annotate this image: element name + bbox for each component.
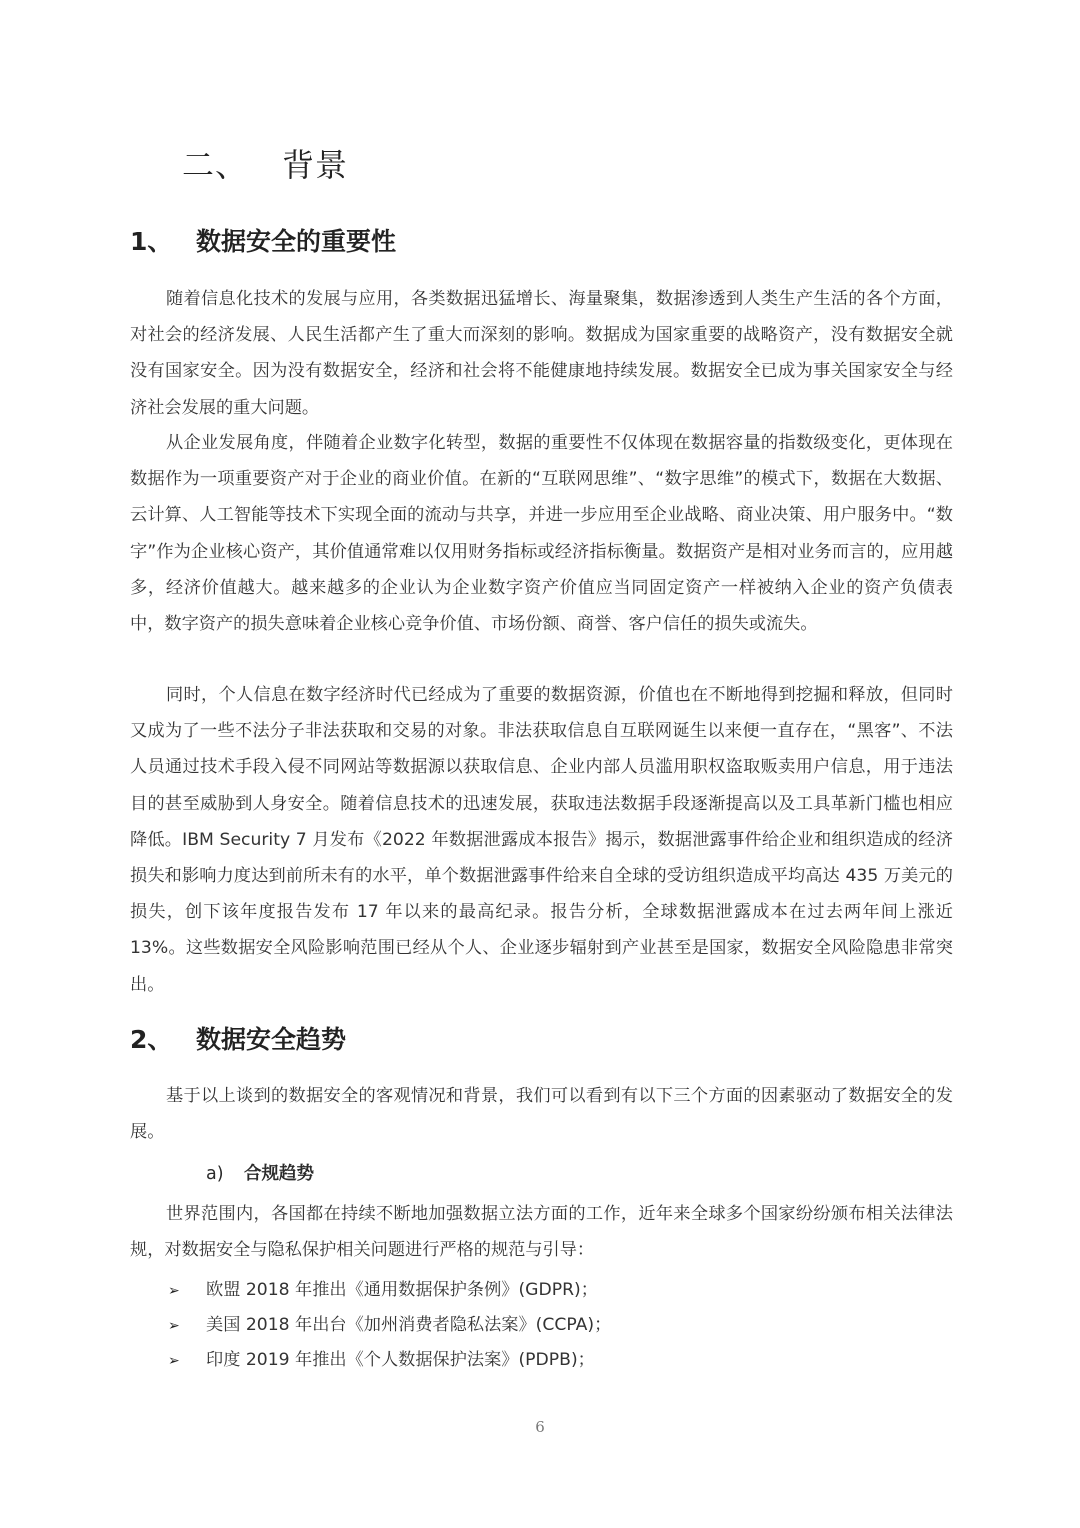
subsection-heading [206, 1160, 314, 1185]
paragraph: 从企业发展角度，伴随着企业数字化转型，数据的重要性不仅体现在数据容量的指数级变化，更体现在数据作为一项重要资产对于企业的商业价值。在新的“互联网思维”、“数字思维”的模式下，数据在大数据、云计算、人工智能等技术下实现全面的流动与共享，并进一步应用至企业战略、商业决策、用户服务中。“数字”作为企业核心资产，其价值通常难以仅用财务指标或经济指标衡量。数据资产是相对业务而言的，应用越多，经济价值越大。越来越多的企业认为企业数字资产价值应当同固定资产一样被纳入企业的资产负债表中，数字资产的损失意味着企业核心竞争价值、市场份额、商誉、客户信任的损失或流失。 [130, 433, 953, 635]
page-number: 6 [535, 1418, 545, 1436]
subsection-letter: a) [206, 1164, 224, 1184]
paragraph: 同时，个人信息在数字经济时代已经成为了重要的数据资源，价值也在不断地得到挖掘和释放，但同时又成为了一些不法分子非法获取和交易的对象。非法获取信息自互联网诞生以来便一直存在，“黑客”、不法人员通过技术手段入侵不同网站等数据源以获取信息、企业内部人员滥用职权盗取贩卖用户信息，用于违法目的甚至威胁到人身安全。随着信息技术的迅速发展，获取违法数据手段逐渐提高以及工具革新门槛也相应降低。IBM Security 7 月发布《2022 年数据泄露成本报告》揭示，数据泄露事件给企业和组织造成的经济损失和影响力度达到前所未有的水平，单个数据泄露事件给来自全球的受访组织造成平均高达 435 万美元的损失，创下该年度报告发布 17 年以来的最高纪录。报告分析，全球数据泄露成本在过去两年间上涨近 13%。这些数据安全风险影响范围已经从个人、企业逐步辐射到产业甚至是国家，数据安全风险隐患非常突出。 [130, 685, 953, 995]
bullet-text: 欧盟 2018 年推出《通用数据保护条例》(GDPR)； [206, 1280, 598, 1300]
section-heading-2 [130, 1020, 346, 1056]
arrow-bullet-icon: ➢ [168, 1353, 180, 1369]
section-title: 数据安全的重要性 [196, 227, 397, 256]
subsection-title: 合规趋势 [244, 1164, 314, 1184]
section-heading-1 [130, 222, 396, 258]
paragraph: 基于以上谈到的数据安全的客观情况和背景，我们可以看到有以下三个方面的因素驱动了数据安全的发展。 [130, 1086, 953, 1143]
section-title: 数据安全趋势 [196, 1025, 347, 1054]
section-number: 1、 [130, 227, 173, 256]
section-number: 2、 [130, 1025, 173, 1054]
bullet-text: 美国 2018 年出台《加州消费者隐私法案》(CCPA)； [206, 1315, 612, 1335]
arrow-bullet-icon: ➢ [168, 1283, 180, 1299]
chapter-title: 背景 [282, 146, 349, 184]
bullet-item [168, 1272, 598, 1309]
chapter-heading [182, 140, 348, 186]
bullet-item [168, 1342, 595, 1379]
paragraph: 随着信息化技术的发展与应用，各类数据迅猛增长、海量聚集，数据渗透到人类生产生活的各个方面，对社会的经济发展、人民生活都产生了重大而深刻的影响。数据成为国家重要的战略资产，没有数据安全就没有国家安全。因为没有数据安全，经济和社会将不能健康地持续发展。数据安全已成为事关国家安全与经济社会发展的重大问题。 [130, 289, 953, 418]
arrow-bullet-icon: ➢ [168, 1318, 180, 1334]
bullet-item [168, 1307, 611, 1344]
chapter-number: 二、 [182, 146, 249, 184]
bullet-text: 印度 2019 年推出《个人数据保护法案》(PDPB)； [206, 1350, 595, 1370]
paragraph: 世界范围内，各国都在持续不断地加强数据立法方面的工作，近年来全球多个国家纷纷颁布相关法律法规，对数据安全与隐私保护相关问题进行严格的规范与引导： [130, 1204, 953, 1261]
